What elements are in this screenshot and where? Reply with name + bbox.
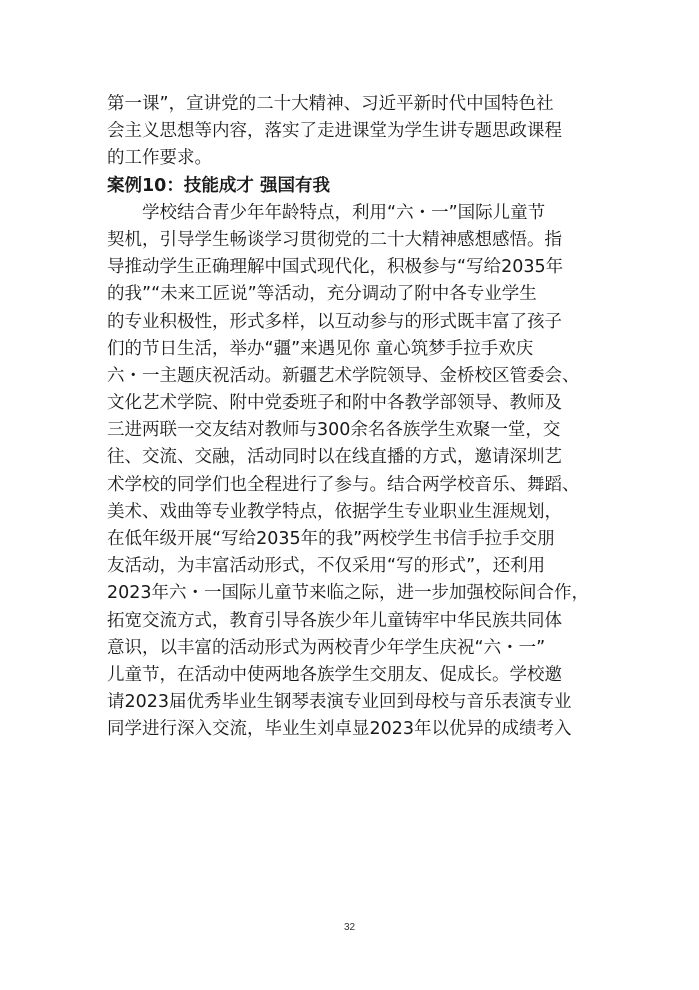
text-line: 们的节日生活，举办“疆”来遇见你 童心筑梦手拉手欢庆 [107,338,534,359]
text-line: 拓宽交流方式，教育引导各族少年儿童铸牢中华民族共同体 [107,610,562,631]
text-line: 学校结合青少年年龄特点，利用“六・一”国际儿童节 [107,202,546,223]
text-line: 第一课”，宣讲党的二十大精神、习近平新时代中国特色社 [107,94,554,114]
text-line: 美术、戏曲等专业教学特点，依据学生专业职业生涯规划， [107,501,562,522]
text-line: 导推动学生正确理解中国式现代化，积极参与“写给2035年 [107,257,564,278]
text-line: 在低年级开展“写给2035年的我”两校学生书信手拉手交朋 [107,529,555,549]
text-line: 的我”“未来工匠说”等活动，充分调动了附中各专业学生 [107,284,537,305]
page-number: 32 [343,922,356,933]
body-text [107,91,607,744]
text-line: 会主义思想等内容，落实了走进课堂为学生讲专题思政课程 [107,121,562,142]
text-line: 的工作要求。 [107,148,212,169]
text-line: 意识，以丰富的活动形式为两校青少年学生庆祝“六・一” [107,637,546,658]
text-line: 友活动，为丰富活动形式，不仅采用“写的形式”，还利用 [107,556,546,577]
text-line: 六・一主题庆祝活动。新疆艺术学院领导、金桥校区管委会、 [107,365,580,386]
text-line: 术学校的同学们也全程进行了参与。结合两学校音乐、舞蹈、 [107,474,580,495]
text-line: 契机，引导学生畅谈学习贯彻党的二十大精神感想感悟。指 [107,229,562,250]
text-line: 的专业积极性，形式多样，以互动参与的形式既丰富了孩子 [107,311,562,332]
case-heading: 案例10：技能成才 强国有我 [107,175,330,196]
text-line: 文化艺术学院、附中党委班子和附中各教学部领导、教师及 [107,393,562,414]
text-line: 同学进行深入交流，毕业生刘卓显2023年以优异的成绩考入 [107,719,572,740]
text-line: 请2023届优秀毕业生钢琴表演专业回到母校与音乐表演专业 [107,692,572,713]
text-line: 往、交流、交融，活动同时以在线直播的方式，邀请深圳艺 [107,447,562,468]
text-line: 2023年六・一国际儿童节来临之际，进一步加强校际间合作， [107,583,590,604]
text-line: 三进两联一交友结对教师与300余名各族学生欢聚一堂，交 [107,420,561,441]
text-line: 儿童节，在活动中使两地各族学生交朋友、促成长。学校邀 [107,664,562,685]
